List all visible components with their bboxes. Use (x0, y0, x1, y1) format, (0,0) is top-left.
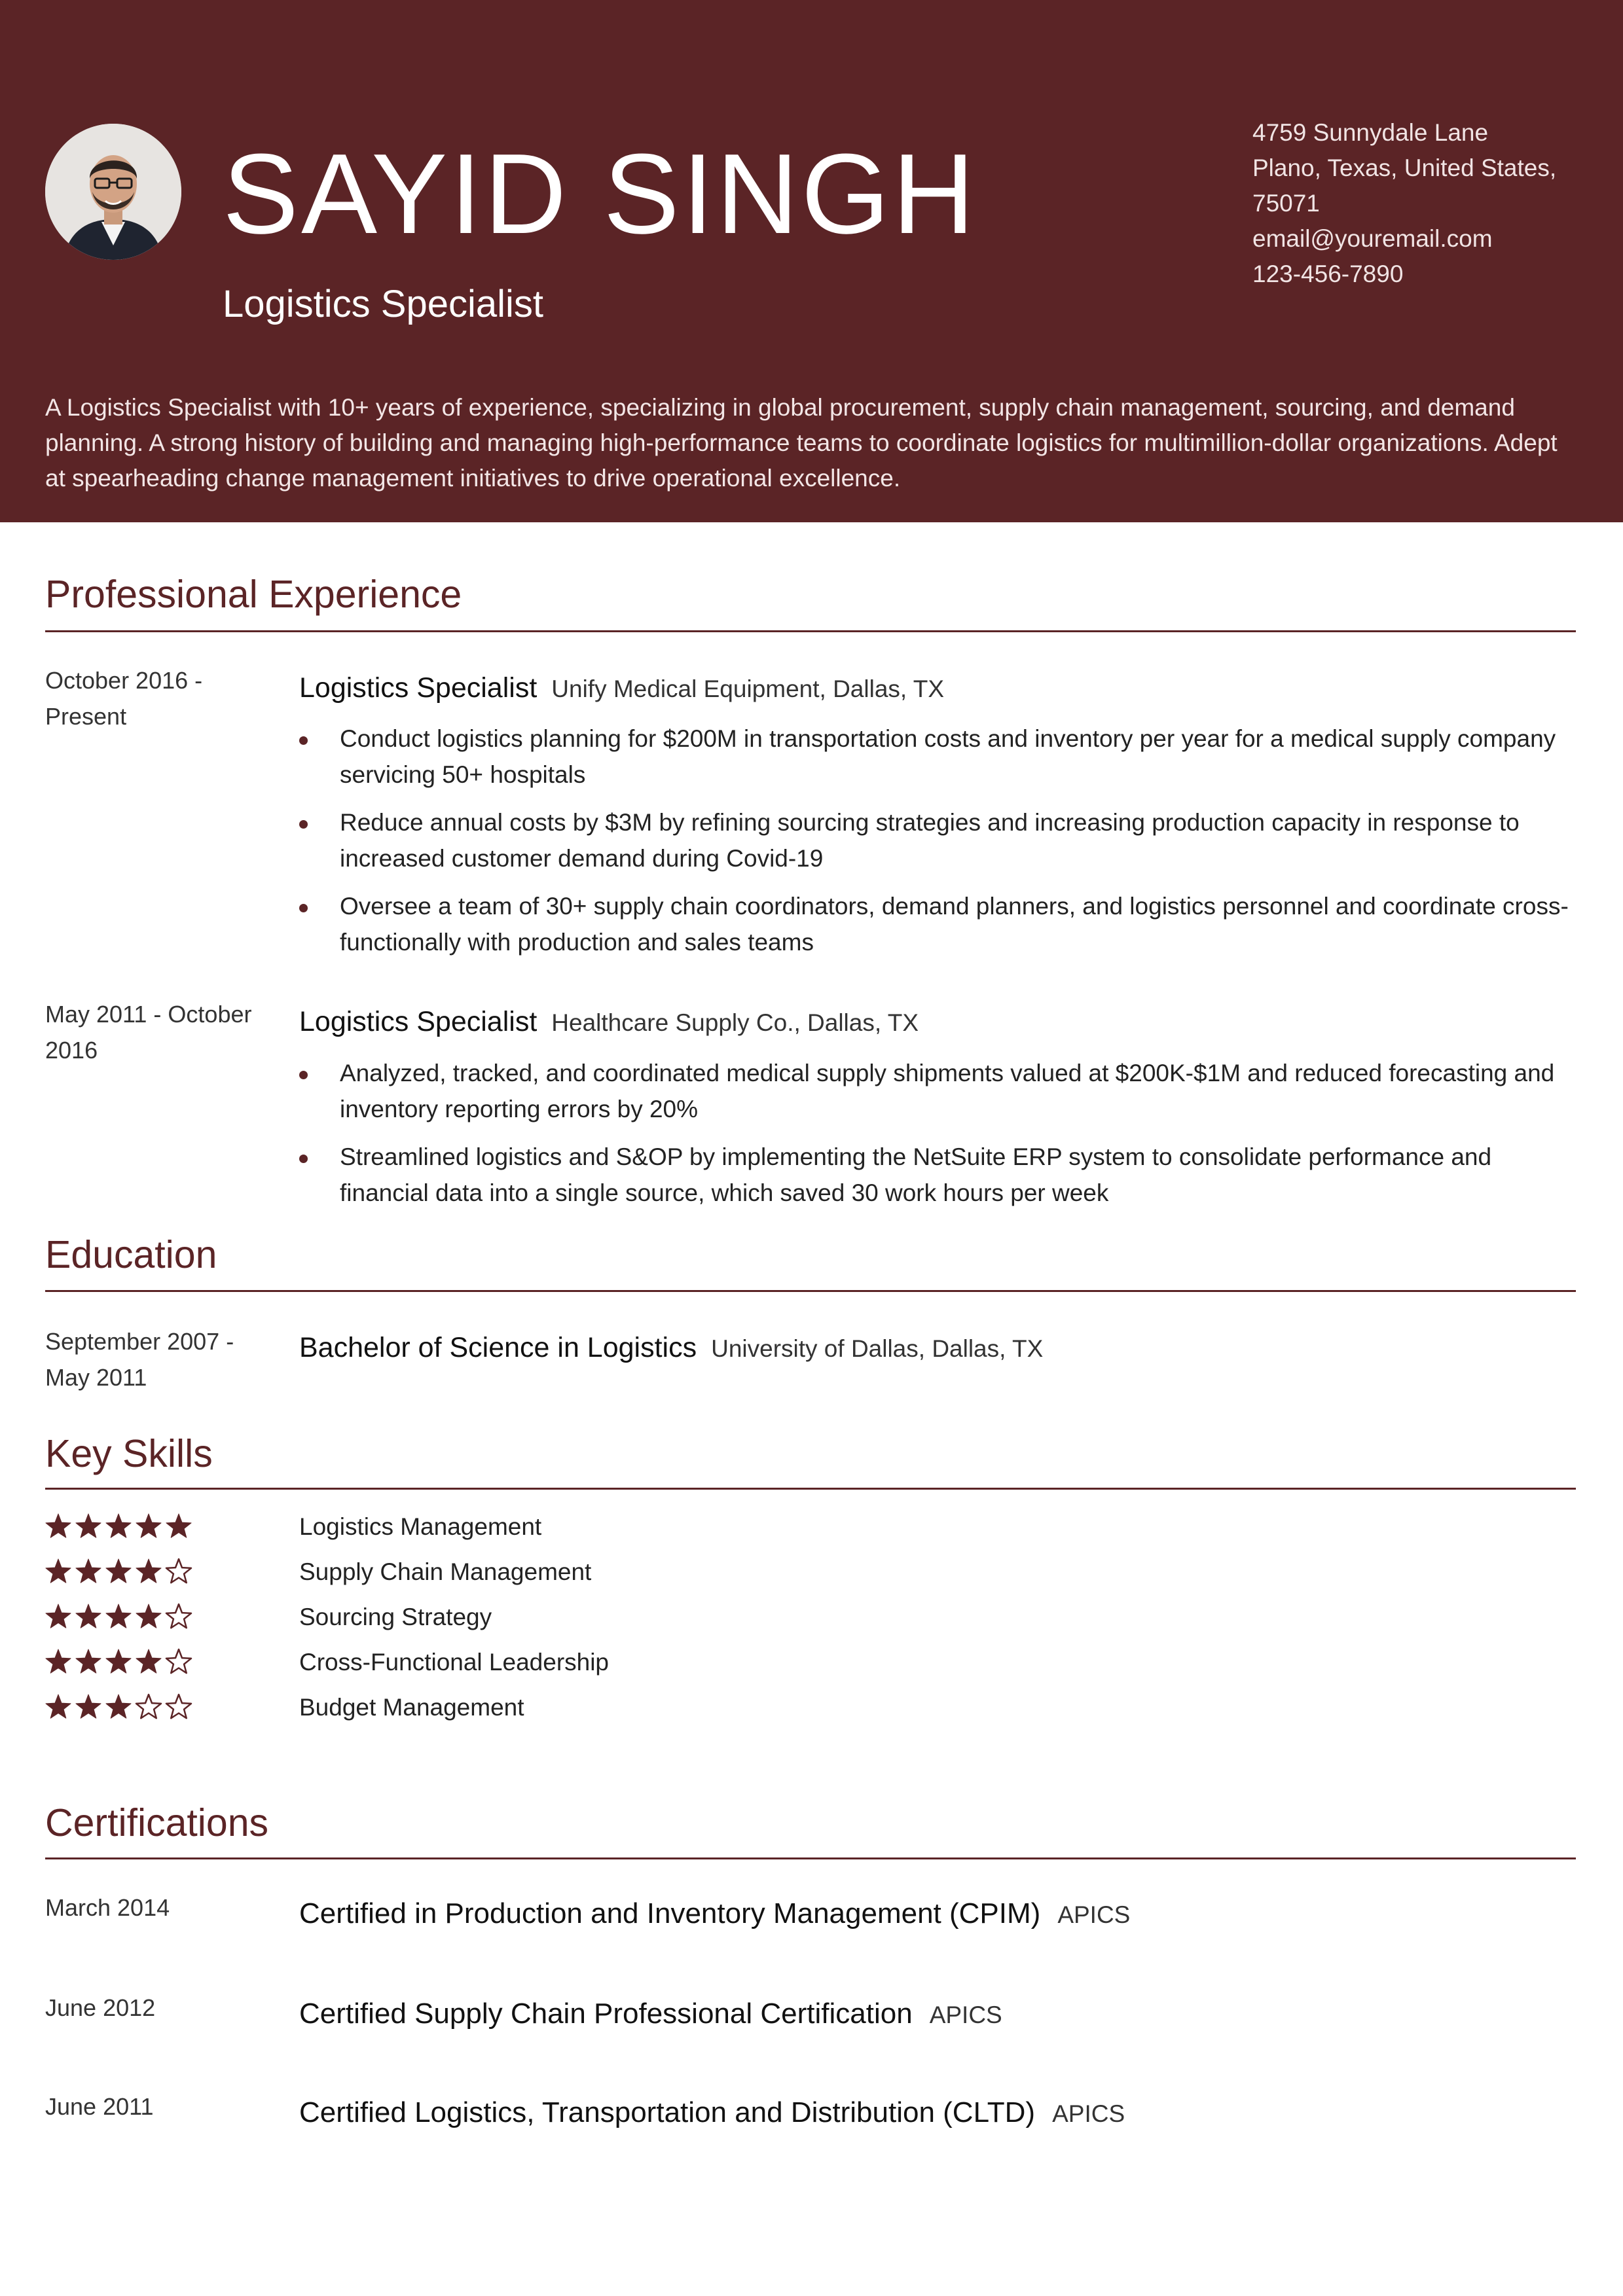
list-item: Conduct logistics planning for $200M in transportation costs and inventory per year for a medical supply company servicing 50+ hospitals (299, 721, 1582, 793)
star-filled-icon (46, 1559, 71, 1583)
address-line-2: Plano, Texas, United States, (1252, 154, 1557, 181)
job-1-heading (299, 670, 944, 708)
star-filled-icon (106, 1649, 131, 1673)
cert-3-heading (299, 2094, 1125, 2132)
job-2-role: Logistics Specialist (299, 1006, 538, 1037)
star-filled-icon (76, 1514, 101, 1537)
skills-heading: Key Skills (45, 1432, 213, 1475)
certifications-divider (45, 1857, 1576, 1859)
candidate-title: Logistics Specialist (223, 283, 543, 325)
list-item: Oversee a team of 30+ supply chain coordinators, demand planners, and logistics personnel and coordinate cross-functionally with production and sales teams (299, 888, 1582, 960)
star-filled-icon (76, 1695, 101, 1718)
star-empty-icon (166, 1649, 191, 1673)
cert-3-date: June 2011 (45, 2093, 154, 2120)
job-1-bullets (299, 721, 1582, 972)
star-filled-icon (106, 1695, 131, 1718)
address-line-1: 4759 Sunnydale Lane (1252, 119, 1489, 146)
person-avatar-icon (45, 124, 181, 260)
school-name: University of Dallas, Dallas, TX (711, 1335, 1044, 1362)
star-filled-icon (136, 1604, 161, 1628)
email-link[interactable]: email@youremail.com (1252, 225, 1493, 252)
job-2-dates: May 2011 - October 2016 (45, 1001, 252, 1064)
candidate-name: SAYID SINGH (223, 130, 977, 257)
star-rating (45, 1691, 202, 1724)
star-empty-icon (136, 1695, 161, 1718)
phone-number: 123-456-7890 (1252, 260, 1404, 287)
star-rating (45, 1601, 202, 1634)
experience-divider (45, 630, 1576, 632)
star-filled-icon (136, 1514, 161, 1537)
job-1-org: Unify Medical Equipment, Dallas, TX (551, 675, 945, 702)
cert-2-date: June 2012 (45, 1994, 156, 2021)
star-filled-icon (76, 1559, 101, 1583)
cert-3-issuer: APICS (1052, 2100, 1125, 2127)
cert-1-heading (299, 1895, 1130, 1933)
cert-2-heading (299, 1996, 1002, 2034)
star-filled-icon (46, 1649, 71, 1673)
job-1-dates: October 2016 - Present (45, 667, 203, 730)
contact-info (1252, 115, 1567, 292)
profile-photo (45, 124, 181, 260)
job-2-heading (299, 1003, 919, 1041)
star-empty-icon (166, 1559, 191, 1583)
star-empty-icon (166, 1604, 191, 1628)
cert-2-name: Certified Supply Chain Professional Certification (299, 1998, 913, 2030)
star-filled-icon (106, 1514, 131, 1537)
cert-1-issuer: APICS (1057, 1901, 1131, 1928)
education-divider (45, 1290, 1576, 1292)
degree-name: Bachelor of Science in Logistics (299, 1332, 697, 1363)
skills-divider (45, 1488, 1576, 1490)
bullet-dot-icon (299, 736, 308, 745)
star-empty-icon (166, 1695, 191, 1718)
star-filled-icon (136, 1649, 161, 1673)
cert-2-issuer: APICS (929, 2001, 1002, 2028)
star-filled-icon (46, 1604, 71, 1628)
cert-3-name: Certified Logistics, Transportation and Distribution (CLTD) (299, 2096, 1036, 2128)
star-filled-icon (76, 1604, 101, 1628)
star-filled-icon (106, 1559, 131, 1583)
job-2-bullets (299, 1055, 1582, 1223)
skill-label: Logistics Management (299, 1513, 542, 1540)
list-item: Analyzed, tracked, and coordinated medical supply shipments valued at $200K-$1M and reduced forecasting and inventory reporting errors by 20% (299, 1055, 1582, 1127)
skill-label: Budget Management (299, 1694, 524, 1721)
star-rating (45, 1646, 202, 1679)
bullet-dot-icon (299, 1155, 308, 1163)
star-filled-icon (166, 1514, 191, 1537)
star-filled-icon (136, 1559, 161, 1583)
education-heading: Education (45, 1233, 217, 1276)
job-2-org: Healthcare Supply Co., Dallas, TX (551, 1009, 919, 1036)
star-rating (45, 1556, 202, 1588)
star-filled-icon (106, 1604, 131, 1628)
bullet-dot-icon (299, 1071, 308, 1079)
education-heading-line (299, 1329, 1043, 1367)
job-1-role: Logistics Specialist (299, 672, 538, 704)
certifications-heading: Certifications (45, 1801, 269, 1844)
star-filled-icon (76, 1649, 101, 1673)
skill-label: Supply Chain Management (299, 1558, 592, 1585)
professional-summary: A Logistics Specialist with 10+ years of experience, specializing in global procurement, supply chain management, sourcing, and demand planning. A strong history of building and managing high-performance teams to coordinate logistics for multimillion-dollar organizations. Adept at spearheading change management initiatives to drive operational excellence. (45, 394, 1558, 492)
bullet-dot-icon (299, 904, 308, 912)
list-item: Streamlined logistics and S&OP by implementing the NetSuite ERP system to consolidate performance and financial data into a single source, which saved 30 work hours per week (299, 1139, 1582, 1211)
star-rating (45, 1511, 202, 1543)
star-filled-icon (46, 1514, 71, 1537)
star-filled-icon (46, 1695, 71, 1718)
resume-header (0, 0, 1623, 522)
skill-label: Sourcing Strategy (299, 1604, 492, 1630)
bullet-dot-icon (299, 820, 308, 829)
experience-heading: Professional Experience (45, 573, 462, 616)
cert-1-date: March 2014 (45, 1894, 170, 1921)
education-dates: September 2007 - May 2011 (45, 1328, 234, 1391)
address-line-3: 75071 (1252, 190, 1320, 217)
list-item: Reduce annual costs by $3M by refining sourcing strategies and increasing production capacity in response to increased customer demand during Covid-19 (299, 804, 1582, 876)
skill-label: Cross-Functional Leadership (299, 1649, 610, 1676)
cert-1-name: Certified in Production and Inventory Management (CPIM) (299, 1897, 1041, 1929)
